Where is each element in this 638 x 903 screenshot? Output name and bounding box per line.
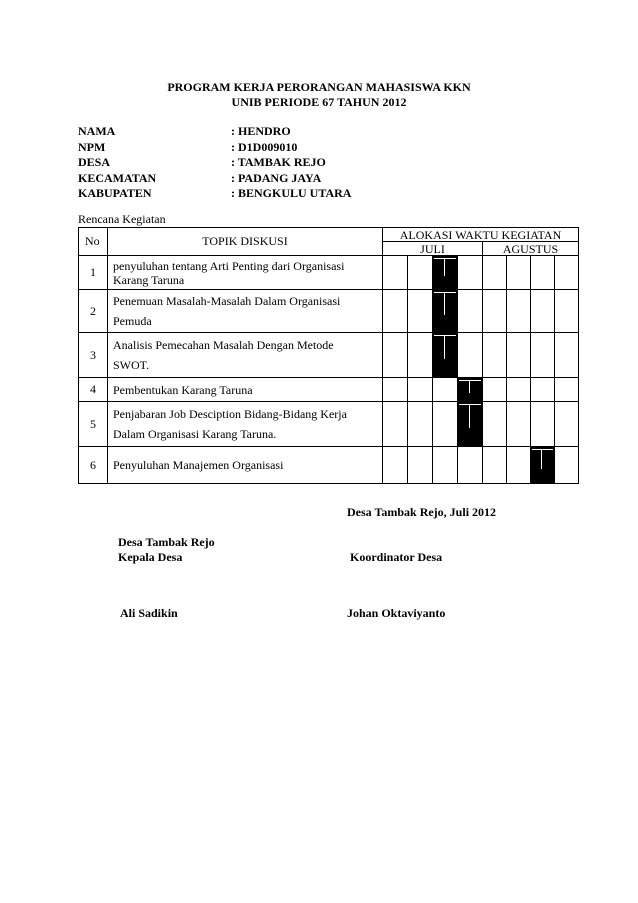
schedule-cell-filled bbox=[458, 402, 483, 447]
schedule-cell bbox=[555, 378, 579, 402]
schedule-cell bbox=[458, 290, 483, 333]
topic-line: Analisis Pemecahan Masalah Dengan Metode bbox=[113, 338, 334, 352]
schedule-cell bbox=[555, 402, 579, 447]
table-row bbox=[79, 290, 579, 333]
schedule-cell bbox=[483, 333, 507, 378]
schedule-cell bbox=[531, 333, 555, 378]
row-topic bbox=[108, 256, 383, 290]
schedule-cell bbox=[555, 333, 579, 378]
schedule-cell bbox=[507, 256, 531, 290]
schedule-cell bbox=[555, 447, 579, 484]
row-topic bbox=[108, 402, 383, 447]
schedule-cell bbox=[507, 402, 531, 447]
schedule-cell-filled bbox=[433, 290, 458, 333]
schedule-cell bbox=[408, 402, 433, 447]
schedule-cell bbox=[483, 290, 507, 333]
schedule-cell bbox=[383, 447, 408, 484]
schedule-cell bbox=[483, 402, 507, 447]
header-month-agustus: AGUSTUS bbox=[483, 242, 579, 256]
row-topic bbox=[108, 378, 383, 402]
topic-line: Dalam Organisasi Karang Taruna. bbox=[113, 427, 277, 441]
header-allocation: ALOKASI WAKTU KEGIATAN bbox=[383, 228, 579, 242]
schedule-cell bbox=[408, 256, 433, 290]
row-number: 6 bbox=[79, 447, 108, 484]
topic-line: Pemuda bbox=[113, 314, 152, 328]
schedule-cell bbox=[458, 256, 483, 290]
schedule-cell bbox=[383, 378, 408, 402]
topic-line: Penjabaran Job Desciption Bidang-Bidang Kerja bbox=[113, 407, 347, 421]
identity-label: KABUPATEN bbox=[78, 186, 152, 200]
schedule-cell bbox=[507, 378, 531, 402]
schedule-cell-filled bbox=[458, 378, 483, 402]
schedule-cell bbox=[531, 290, 555, 333]
row-number: 1 bbox=[79, 256, 108, 290]
section-label: Rencana Kegiatan bbox=[78, 212, 166, 226]
schedule-cell bbox=[383, 333, 408, 378]
schedule-cell bbox=[433, 378, 458, 402]
schedule-cell-filled bbox=[433, 256, 458, 290]
topic-line: SWOT. bbox=[113, 358, 150, 372]
schedule-cell bbox=[383, 402, 408, 447]
schedule-cell-filled bbox=[433, 333, 458, 378]
schedule-cell bbox=[383, 290, 408, 333]
row-number: 5 bbox=[79, 402, 108, 447]
signature-left-name: Ali Sadikin bbox=[120, 606, 178, 620]
schedule-cell bbox=[483, 378, 507, 402]
identity-label: KECAMATAN bbox=[78, 170, 157, 185]
identity-value: : TAMBAK REJO bbox=[231, 155, 326, 169]
table-row bbox=[79, 447, 579, 484]
table-row bbox=[79, 378, 579, 402]
schedule-cell bbox=[458, 333, 483, 378]
identity-value: : PADANG JAYA bbox=[231, 170, 322, 185]
schedule-cell-filled bbox=[531, 447, 555, 484]
table-row bbox=[79, 402, 579, 447]
topic-line: Penyuluhan Manajemen Organisasi bbox=[113, 458, 284, 472]
schedule-cell bbox=[531, 378, 555, 402]
document-subtitle: UNIB PERIODE 67 TAHUN 2012 bbox=[231, 95, 407, 109]
activity-table bbox=[78, 227, 579, 484]
schedule-cell bbox=[555, 290, 579, 333]
row-topic bbox=[108, 447, 383, 484]
schedule-cell bbox=[531, 402, 555, 447]
schedule-cell bbox=[458, 447, 483, 484]
topic-line: Pembentukan Karang Taruna bbox=[113, 382, 253, 397]
identity-label: DESA bbox=[78, 155, 111, 169]
table-row bbox=[79, 256, 579, 290]
schedule-cell bbox=[507, 447, 531, 484]
schedule-cell bbox=[555, 256, 579, 290]
identity-value: : BENGKULU UTARA bbox=[231, 186, 352, 200]
header-no: No bbox=[79, 228, 108, 256]
row-number: 4 bbox=[79, 378, 108, 402]
schedule-cell bbox=[433, 447, 458, 484]
signature-right-name: Johan Oktaviyanto bbox=[347, 606, 446, 620]
topic-line: Penemuan Masalah-Masalah Dalam Organisasi bbox=[113, 294, 341, 308]
schedule-cell bbox=[408, 333, 433, 378]
signature-right-title: Koordinator Desa bbox=[350, 550, 443, 564]
signature-left-org: Desa Tambak Rejo bbox=[118, 535, 215, 549]
row-number: 3 bbox=[79, 333, 108, 378]
schedule-cell bbox=[483, 256, 507, 290]
document-title: PROGRAM KERJA PERORANGAN MAHASISWA KKN bbox=[167, 80, 471, 94]
row-number: 2 bbox=[79, 290, 108, 333]
schedule-cell bbox=[531, 256, 555, 290]
header-month-juli: JULI bbox=[383, 242, 483, 256]
schedule-cell bbox=[408, 378, 433, 402]
signature-left-title: Kepala Desa bbox=[118, 550, 183, 564]
schedule-cell bbox=[408, 290, 433, 333]
table-row bbox=[79, 333, 579, 378]
row-topic bbox=[108, 290, 383, 333]
row-topic bbox=[108, 333, 383, 378]
schedule-cell bbox=[383, 256, 408, 290]
topic-line: Karang Taruna bbox=[113, 272, 185, 287]
identity-value: : D1D009010 bbox=[231, 139, 298, 154]
identity-value: : HENDRO bbox=[231, 124, 291, 138]
schedule-cell bbox=[507, 333, 531, 378]
schedule-cell bbox=[408, 447, 433, 484]
schedule-cell bbox=[507, 290, 531, 333]
topic-line: penyuluhan tentang Arti Penting dari Organisasi bbox=[113, 258, 345, 273]
schedule-cell bbox=[433, 402, 458, 447]
identity-label: NPM bbox=[78, 139, 106, 154]
identity-label: NAMA bbox=[78, 124, 116, 138]
header-topic: TOPIK DISKUSI bbox=[108, 228, 383, 256]
schedule-cell bbox=[483, 447, 507, 484]
place-date: Desa Tambak Rejo, Juli 2012 bbox=[347, 505, 497, 519]
